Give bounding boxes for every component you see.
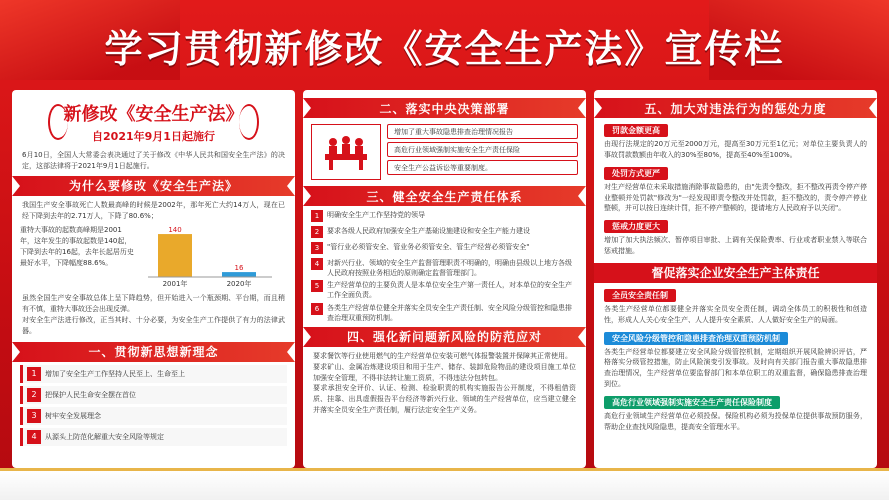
item-number: 2	[311, 226, 323, 238]
section-band-concept: 一、贯彻新思想新理念	[12, 342, 295, 362]
risk-paragraph-3: 要求承担安全评价、认证、检测、检验职责的机构实施报告公开制度，不得租借资质、挂靠、出具虚假报告平台经济等新兴行业、领域的生产经营单位，应当建立健全并落实全员安全生产责任制，履行法定安全生产义务。	[313, 384, 576, 415]
deploy-block	[303, 118, 586, 186]
chart-bar	[158, 234, 192, 277]
item-number: 3	[311, 242, 323, 254]
list-item	[20, 365, 287, 383]
section-band-deploy: 二、落实中央决策部署	[303, 98, 586, 118]
section-band-punish: 五、加大对违法行为的惩处力度	[594, 98, 877, 118]
chart-category-label: 2001年	[162, 280, 188, 289]
page-title: 学习贯彻新修改《安全生产法》宣传栏	[104, 27, 785, 71]
item-number: 5	[311, 280, 323, 292]
list-item	[20, 386, 287, 404]
why-paragraph-1: 我国生产安全事故死亡人数最高峰的时候是2002年，那年死亡大约14万人，现在已经下降到去年的2.71万人，下降了80.6%；	[22, 200, 285, 220]
all-staff-text: 各类生产经营单位都要健全并落实全员安全责任制，调动全体员工的积极性和创造性，形成人人关心安全生产、人人提升安全素质、人人做好安全生产的局面。	[604, 304, 867, 324]
section-band-responsibility: 三、健全安全生产责任体系	[303, 186, 586, 206]
meeting-icon	[311, 124, 381, 180]
item-number: 4	[311, 258, 323, 270]
list-item	[20, 428, 287, 446]
item-label: 增加了安全生产工作坚持人民至上、生命至上	[45, 369, 185, 378]
deploy-tag: 安全生产公益诉讼等重要制度。	[387, 160, 578, 175]
law-effective-date: 自2021年9月1日起施行	[92, 130, 215, 143]
item-label: 把保护人民生命安全摆在首位	[45, 390, 136, 399]
deploy-tag: 增加了重大事故隐患排查治理情况报告	[387, 124, 578, 139]
footer-strip	[0, 468, 889, 500]
item-number: 2	[27, 388, 41, 402]
fine-text: 由现行法规定的20万元至2000万元，提高至30万元至1亿元；对单位主要负责人的事故罚款数额由年收入的30%至80%，提高至40%至100%。	[604, 140, 867, 159]
list-item	[311, 280, 578, 300]
list-item	[311, 258, 578, 278]
laurel-right-icon	[239, 104, 259, 140]
tag-deterrence: 惩戒力度更大	[604, 220, 668, 233]
chart-value-label: 140	[168, 226, 182, 235]
item-number: 6	[311, 303, 323, 315]
item-label: 树牢安全发展理念	[45, 411, 101, 420]
law-heading: 新修改《安全生产法》	[63, 104, 244, 125]
section-band-duty: 督促落实企业安全生产主体责任	[594, 263, 877, 283]
tag-all-staff: 全员安全责任制	[604, 289, 676, 302]
deterrence-text: 增加了加大执法频次、暂停项目审批、上调有关保险费率、行业或者职业禁入等联合惩戒措施。	[604, 236, 867, 256]
why-paragraph-2: 虽然全国生产安全事故总体上呈下降趋势，但开始进入一个瓶颈期、平台期，而且稍有不慎，重特大事故还会出现反弹。	[22, 294, 285, 314]
means-text: 对生产经营单位未采取措施消除事故隐患的，由"先责令整改，拒不整改再责令停产停业整顿并处罚款"修改为"一经发现即责令整改并处罚款，拒不整改的，责令停产停业整顿，并可以按日连续计罚，拒不停产整顿的，提请地方人民政府予以关闭"。	[604, 182, 867, 213]
list-item	[311, 242, 578, 256]
list-item	[311, 226, 578, 240]
chart-value-label: 16	[234, 264, 244, 273]
middle-panel	[303, 90, 586, 468]
accident-chart-block	[12, 221, 295, 289]
item-number: 1	[27, 367, 41, 381]
tag-means: 处罚方式更严	[604, 167, 668, 180]
item-label: 要求各级人民政府加强安全生产基础设施建设和安全生产能力建设	[327, 227, 530, 235]
item-label: "管行业必须管安全、管业务必须管安全、管生产经营必须管安全"	[327, 243, 530, 251]
chart-bar	[222, 272, 256, 277]
item-label: 对新兴行业、领域的安全生产监督管理职责不明确的，明确由县级以上地方各级人民政府按照业务相近的原则确定监督管理部门。	[327, 259, 572, 278]
chart-note: 重特大事故的起数高峰期是2001年，这年发生的事故起数是140起，下降到去年的16起，去年长起居历史最好水平，下降幅度88.6%。	[20, 226, 134, 267]
chart-category-label: 2020年	[226, 280, 252, 289]
dual-mechanism-text: 各类生产经营单位都要建立安全风险分级管控机制，定期组织开展风险辨识评估，严格落实分级管控措施，防止风险演变引发事故。及时向有关部门报告重大事故隐患排查治理情况，生产经营单位要监督部门和本单位职工的双重监督，确保隐患排查治理到位。	[604, 347, 867, 389]
tag-insurance: 高危行业领域强制实施安全生产责任保险制度	[604, 396, 780, 409]
risk-paragraph-2: 要求矿山、金属冶炼建设项目和用于生产、储存、装卸危险物品的建设项目施工单位加强安全管理，不得非法转让施工资质，不得违法分包转包。	[313, 362, 576, 382]
tag-fine: 罚款金额更高	[604, 124, 668, 137]
section-band-risk: 四、强化新问题新风险的防范应对	[303, 327, 586, 347]
list-item	[311, 303, 578, 323]
deploy-tag: 高危行业领域强制实施安全生产责任保险	[387, 142, 578, 157]
item-number: 3	[27, 409, 41, 423]
item-number: 1	[311, 210, 323, 222]
left-panel	[12, 90, 295, 468]
section-band-why: 为什么要修改《安全生产法》	[12, 176, 295, 196]
insurance-text: 高危行业领域生产经营单位必须投保。保险机构必须为投保单位提供事故预防服务，帮助企业查找风险隐患，提高安全管理水平。	[604, 411, 867, 431]
tag-dual-mechanism: 安全风险分级管控和隐患排查治理双重预防机制	[604, 332, 788, 345]
responsibility-list	[303, 210, 586, 323]
item-label: 各类生产经营单位健全并落实全员安全生产责任制、安全风险分级管控和隐患排查治理双重预防机制。	[327, 303, 572, 322]
item-label: 生产经营单位的主要负责人是本单位安全生产第一责任人，对本单位的安全生产工作全面负责。	[327, 281, 572, 300]
intro-text: 6月10日，全国人大常委会表决通过了关于修改《中华人民共和国安全生产法》的决定，这部法律将于2021年9月1日起施行。	[22, 151, 285, 170]
accident-bar-chart	[138, 225, 278, 289]
list-item	[20, 407, 287, 425]
item-number: 4	[27, 430, 41, 444]
why-paragraph-3: 对安全生产法进行修改，正当其时、十分必要，为安全生产工作提供了有力的法律武器。	[22, 316, 285, 335]
item-label: 从源头上防范化解重大安全风险等规定	[45, 432, 164, 441]
risk-paragraph-1: 要求餐饮等行业使用燃气的生产经营单位安装可燃气体报警装置并保障其正常使用。	[313, 351, 572, 360]
list-item	[311, 210, 578, 224]
item-label: 明确安全生产工作坚持党的领导	[327, 211, 425, 219]
law-header	[12, 90, 295, 144]
right-panel	[594, 90, 877, 468]
laurel-left-icon	[48, 104, 68, 140]
concept-list	[12, 365, 295, 446]
